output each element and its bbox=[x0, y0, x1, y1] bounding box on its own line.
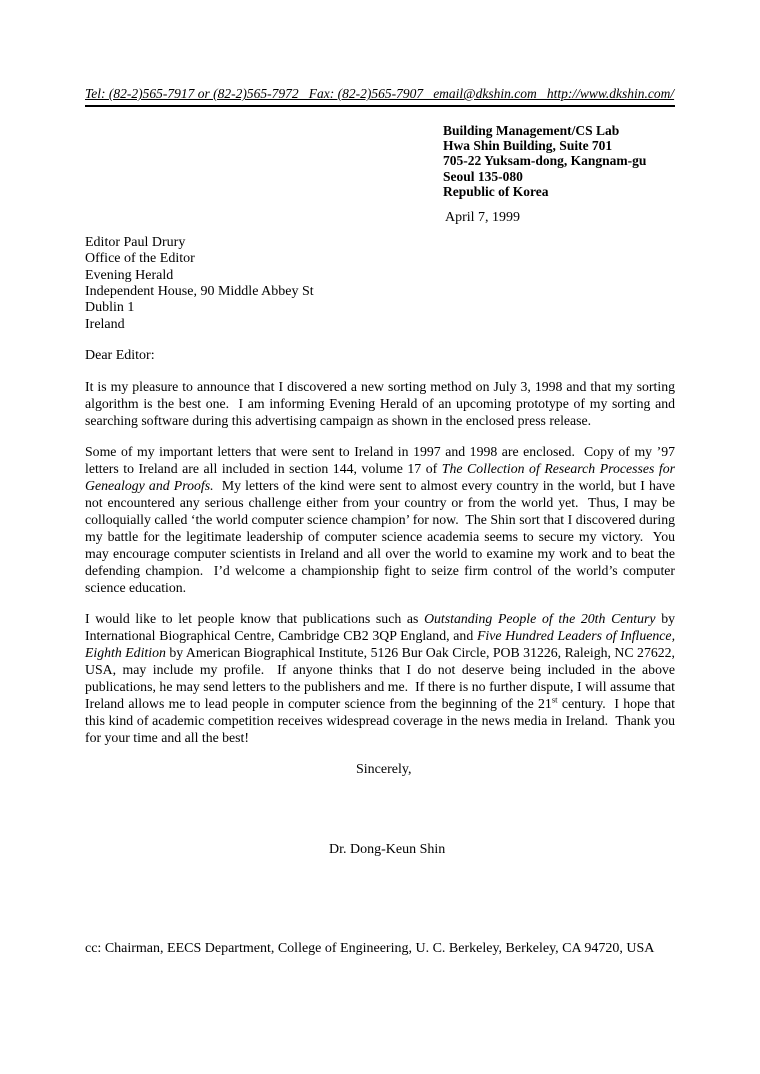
recipient-line: Evening Herald bbox=[85, 267, 174, 283]
letterhead-contact-line bbox=[85, 86, 675, 107]
sender-address-line: Hwa Shin Building, Suite 701 bbox=[443, 138, 613, 154]
sender-address-block bbox=[443, 123, 675, 199]
signature-name: Dr. Dong-Keun Shin bbox=[329, 841, 446, 857]
recipient-line: Dublin 1 bbox=[85, 300, 135, 316]
sender-address-line: Republic of Korea bbox=[443, 183, 549, 199]
salutation: Dear Editor: bbox=[85, 347, 155, 363]
recipient-address-block bbox=[85, 235, 675, 333]
body-paragraph-3: I would like to let people know that publications such as Outstanding People of the 20th Century by International Biographical Centre, Cambridge CB2 3QP England, and Five Hundred Leaders of Influence, Eighth Edition by American Biographical Institute, 5126 Bur Oak Circle, POB 31226, Raleigh, NC 27622, USA, may include my profile. If anyone thinks that I do not deserve being included in the above publications, he may send letters to the publishers and me. If there is no further dispute, I will assume that Ireland allows me to lead people in computer science from the beginning of the 21st century. I hope that this kind of academic competition receives widespread coverage in the news media in Ireland. Thank you for your time and all the best! bbox=[85, 610, 676, 745]
body-paragraph-1: It is my pleasure to announce that I discovered a new sorting method on July 3, 1998 and that my sorting algorithm is the best one. I am informing Evening Herald of an upcoming prototype of my sorting and searching software during this advertising campaign as shown in the enclosed press release. bbox=[85, 378, 675, 428]
sender-address-line: 705-22 Yuksam-dong, Kangnam-gu bbox=[443, 153, 647, 169]
letter-content bbox=[85, 0, 675, 957]
sender-address-line: Seoul 135-080 bbox=[443, 168, 523, 184]
sender-address-line: Building Management/CS Lab bbox=[443, 123, 620, 138]
contact-line-text: Tel: (82-2)565-7917 or (82-2)565-7972 Fax: (82-2)565-7907 email@dkshin.com http://www.dkshin.com/ bbox=[85, 86, 675, 101]
letter-date: April 7, 1999 bbox=[445, 210, 521, 226]
recipient-line: Independent House, 90 Middle Abbey St bbox=[85, 283, 314, 299]
cc-line: cc: Chairman, EECS Department, College of Engineering, U. C. Berkeley, Berkeley, CA 94720, USA bbox=[85, 940, 655, 956]
closing: Sincerely, bbox=[356, 761, 412, 777]
recipient-line: Ireland bbox=[85, 316, 125, 332]
recipient-line: Editor Paul Drury bbox=[85, 235, 186, 251]
recipient-line: Office of the Editor bbox=[85, 251, 195, 267]
body-paragraph-2: Some of my important letters that were sent to Ireland in 1997 and 1998 are enclosed. Copy of my ’97 letters to Ireland are all included in section 144, volume 17 of The Collection of Research Processes for Genealogy and Proofs. My letters of the kind were sent to almost every country in the world, but I have not encountered any serious challenge either from your country or from the world yet. Thus, I may be colloquially called ‘the world computer science champion’ for now. The Shin sort that I discovered during my battle for the legitimate leadership of computer science academia seems to secure my victory. You may encourage computer scientists in Ireland and all over the world to examine my work and to beat the defending champion. I’d welcome a championship fight to seize firm control of the world’s computer science education. bbox=[85, 443, 675, 595]
